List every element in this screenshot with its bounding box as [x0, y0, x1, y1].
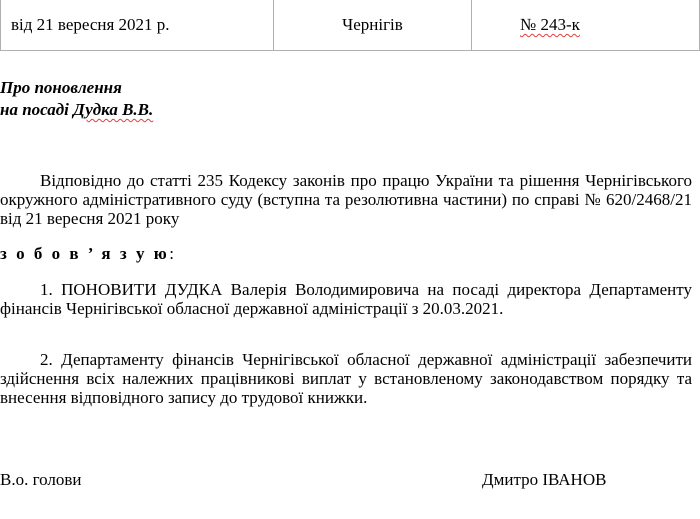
order-colon: : [169, 244, 174, 263]
document-title [0, 77, 153, 121]
signatory-position: В.о. голови [0, 470, 82, 489]
document-header-table [0, 0, 700, 51]
order-word: з о б о в ’ я з у ю [0, 244, 170, 263]
order-date: від 21 вересня 2021 р. [11, 15, 170, 34]
order-line [0, 244, 692, 263]
title-line-2 [0, 99, 153, 121]
title-line-1: Про поновлення [0, 78, 122, 97]
order-city: Чернігів [342, 15, 403, 34]
signatory-name: Дмитро ІВАНОВ [482, 470, 607, 489]
title-line-2-prefix: на посаді [0, 100, 74, 119]
header-city-cell [274, 0, 472, 51]
intro-paragraph: Відповідно до статті 235 Кодексу законів про працю України та рішення Чернігівського окружного адміністративного суду (вступна та резолютивна частини) по справі № 620/2468/21 від 21 вересня 2021 року [0, 171, 692, 228]
title-person-name: Дудка В.В. [73, 100, 154, 119]
order-number: № 243-к [520, 15, 580, 34]
header-number-cell [472, 0, 700, 51]
order-item-1: 1. ПОНОВИТИ ДУДКА Валерія Володимировича на посаді директора Департаменту фінансів Чернігівської обласної державної адміністрації з 20.03.2021. [0, 280, 692, 318]
header-date-cell [1, 0, 274, 51]
order-item-2: 2. Департаменту фінансів Чернігівської обласної державної адміністрації забезпечити здійснення всіх належних працівникові виплат у встановленому законодавством порядку та внесення відповідного запису до трудової книжки. [0, 350, 692, 407]
